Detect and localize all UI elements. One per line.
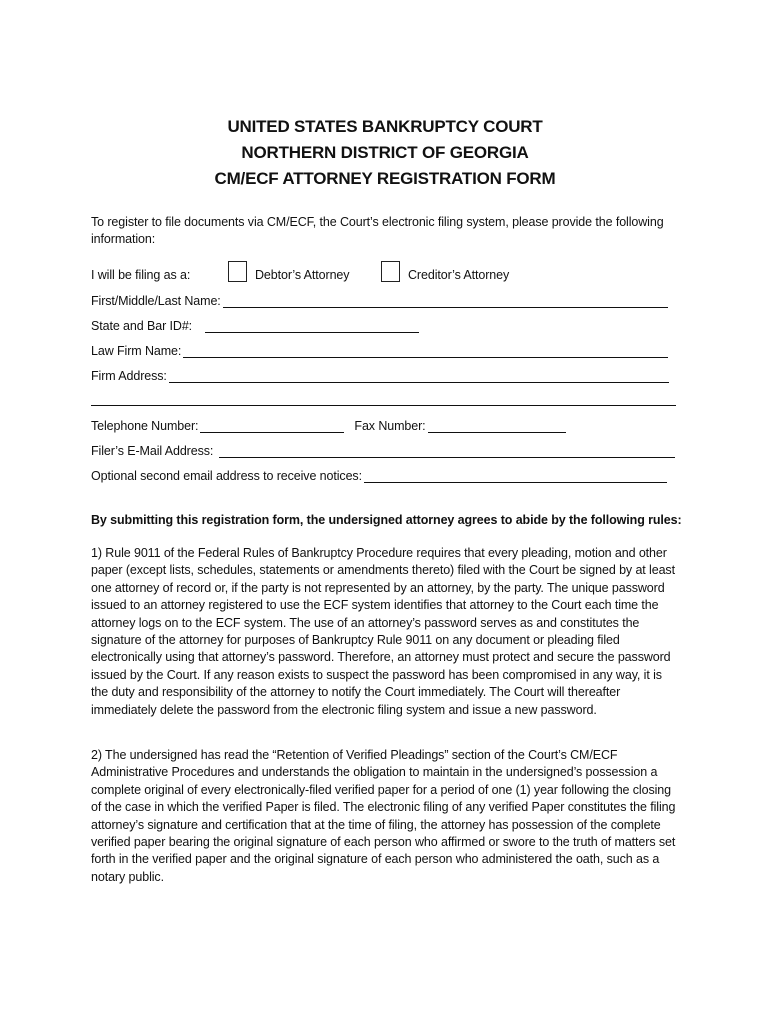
rule-1-paragraph: 1) Rule 9011 of the Federal Rules of Bankruptcy Procedure requires that every pleading, motion and other paper (except lists, schedules, statements or amendments thereto) filed with the Court be signed by at least one attorney of record or, if the party is not represented by an attorney, by the party. The unique password issued to an attorney registered to use the ECF system identifies that attorney to the Court each time the attorney logs on to the ECF system. The use of an attorney’s password serves as and constitutes the signature of the attorney for purposes of Bankruptcy Rule 9011 on any document or pleading filed electronically using that attorney’s password. Therefore, an attorney must protect and secure the password issued by the Court. If any reason exists to suspect the password has been compromised in any way, it is the duty and responsibility of the attorney to notify the Court immediately. The Court will thereafter immediately delete the password from the electronic filing system and issue a new password. — [91, 546, 675, 717]
email-field[interactable] — [219, 442, 675, 458]
firm-name-label: Law Firm Name: — [91, 344, 182, 358]
intro-text: To register to file documents via CM/ECF, the Court’s electronic filing system, please provide the following information: — [91, 215, 664, 247]
firm-address-label: Firm Address: — [91, 369, 167, 383]
firm-address-row — [91, 363, 669, 383]
bar-id-field[interactable] — [205, 317, 419, 333]
phone-field[interactable] — [200, 417, 344, 433]
name-row — [91, 288, 668, 308]
bar-id-label: State and Bar ID#: — [91, 319, 193, 333]
debtor-attorney-checkbox[interactable] — [228, 261, 247, 282]
district-name: NORTHERN DISTRICT OF GEORGIA — [241, 143, 529, 162]
court-name: UNITED STATES BANKRUPTCY COURT — [227, 117, 543, 136]
bar-id-row — [91, 313, 419, 333]
creditor-attorney-label: Creditor’s Attorney — [408, 268, 510, 282]
firm-name-field[interactable] — [183, 342, 668, 358]
firm-address-field[interactable] — [169, 367, 669, 383]
creditor-attorney-checkbox[interactable] — [381, 261, 400, 282]
rule-2-paragraph: 2) The undersigned has read the “Retention of Verified Pleadings” section of the Court’s CM/ECF Administrative Procedures and understands the obligation to maintain in the undersigned’s possession a complete original of every electronically-filed verified paper for a period of one (1) year following the closing of the case in which the verified Paper is filed. The electronic filing of any verified Paper constitutes the filing attorney’s signature and certification that at the time of filing, the attorney has possession of the complete verified paper bearing the original signature of each person who affirmed or swore to the truth of matters set forth in the verified paper and the original signature of each person who administered the oath, such as a notary public. — [91, 748, 676, 884]
form-title: CM/ECF ATTORNEY REGISTRATION FORM — [214, 169, 556, 188]
filing-as-row — [91, 262, 509, 282]
fax-field[interactable] — [428, 417, 566, 433]
fax-label: Fax Number: — [354, 419, 426, 433]
filing-as-label: I will be filing as a: — [91, 268, 191, 282]
email-row — [91, 438, 675, 458]
phone-label: Telephone Number: — [91, 419, 199, 433]
email-label: Filer’s E-Mail Address: — [91, 444, 214, 458]
name-label: First/Middle/Last Name: — [91, 294, 221, 308]
phone-fax-row — [91, 413, 566, 433]
name-field[interactable] — [223, 292, 668, 308]
email2-label: Optional second email address to receive notices: — [91, 469, 362, 483]
firm-name-row — [91, 338, 668, 358]
firm-address-line2-field[interactable] — [91, 405, 676, 406]
rules-heading: By submitting this registration form, the undersigned attorney agrees to abide by the following rules: — [91, 513, 682, 527]
email2-row — [91, 463, 667, 483]
form-header — [0, 114, 770, 192]
email2-field[interactable] — [364, 467, 667, 483]
debtor-attorney-label: Debtor’s Attorney — [255, 268, 350, 282]
